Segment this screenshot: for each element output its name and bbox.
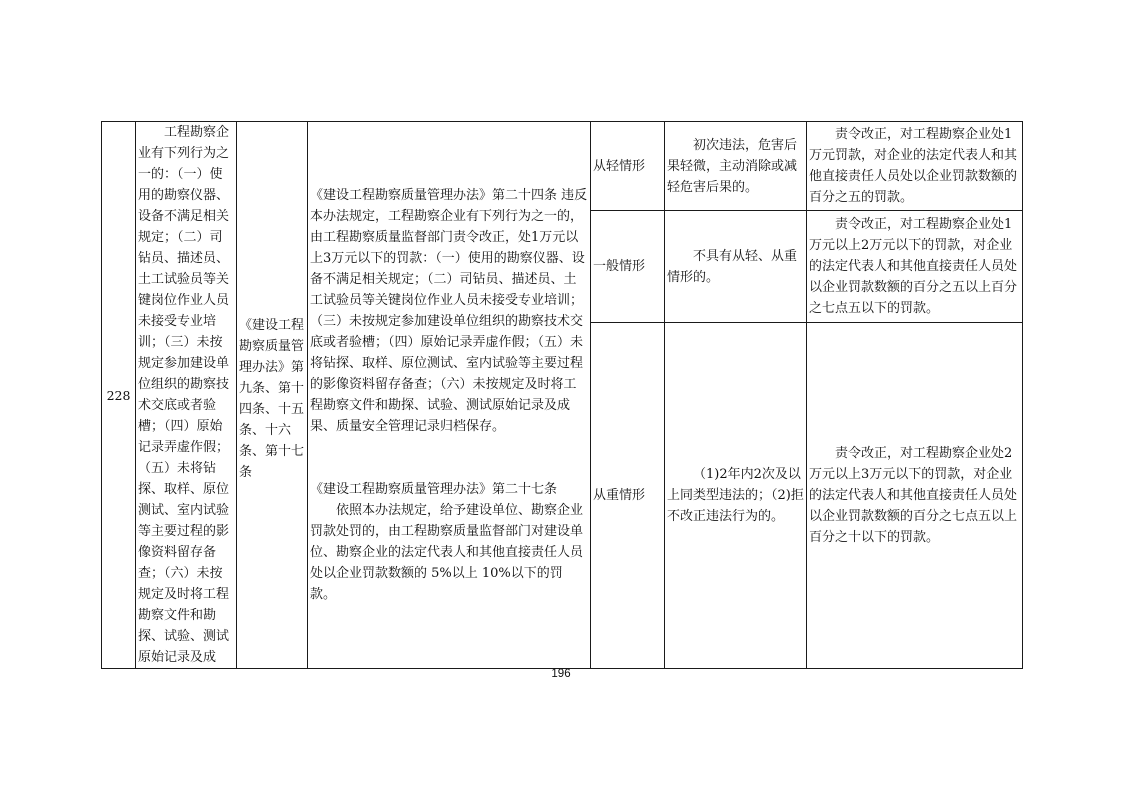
penalty-cell-heavy xyxy=(807,323,1023,669)
level-label: 一般情形 xyxy=(593,259,646,275)
level-label: 从重情形 xyxy=(593,488,646,504)
level-cell-general xyxy=(591,211,665,323)
provision-1-text: 《建设工程勘察质量管理办法》第二十四条 违反本办法规定，工程勘察企业有下列行为之一的，由工程勘察质量监督部门责令改正，处1万元以上3万元以下的罚款：（一）使用的勘察仪器、设备不满足相关规定；（二）司钻员、描述员、土工试验员等关键岗位作业人员未接受专业培训；（三）未按规定参加建设单位组织的勘察技术交底或者验槽；（四）原始记录弄虚作假；（五）未将钻探、取样、原位测试、室内试验等主要过程的影像资料留存备查；（六）未按规定及时将工程勘察文件和勘探、试验、测试原始记录及成果、质量安全管理记录归档保存。 xyxy=(310,188,588,434)
penalty-cell-general xyxy=(807,211,1023,323)
level-label: 从轻情形 xyxy=(593,158,646,174)
penalty-text: 责令改正，对工程勘察企业处1万元以上2万元以下的罚款，对企业的法定代表人和其他直接责任人员处以企业罚款数额的百分之五以上百分之七点五以下的罚款。 xyxy=(809,217,1018,317)
penalty-cell-light xyxy=(807,122,1023,211)
row-number-cell xyxy=(102,122,136,669)
legal-basis-text: 《建设工程勘察质量管理办法》第九条、第十四条、十五条、十六条、第十七条 xyxy=(239,318,305,480)
circumstance-text: 初次违法，危害后果轻微，主动消除或减轻危害后果的。 xyxy=(667,137,798,195)
level-cell-light xyxy=(591,122,665,211)
circumstance-cell-heavy xyxy=(665,323,807,669)
penalty-text: 责令改正，对工程勘察企业处2万元以上3万元以下的罚款，对企业的法定代表人和其他直接责任人员处以企业罚款数额的百分之七点五以上百分之十以下的罚款。 xyxy=(809,446,1018,546)
violation-cell xyxy=(136,122,237,669)
violation-text: 工程勘察企业有下列行为之一的：（一）使用的勘察仪器、设备不满足相关规定；（二）司钻员、描述员、土工试验员等关键岗位作业人员未接受专业培训；（三）未按规定参加建设单位组织的勘察技术交底或者验槽；（四）原始记录弄虚作假；（五）未将钻探、取样、原位测试、室内试验等主要过程的影像资料留存备查；（六）未按规定及时将工程勘察文件和勘探、试验、测试原始记录及成 xyxy=(138,125,230,665)
legal-basis-cell xyxy=(237,122,308,669)
circumstance-cell-light xyxy=(665,122,807,211)
provision-2-body: 依照本办法规定，给予建设单位、勘察企业罚款处罚的，由工程勘察质量监督部门对建设单位、勘察企业的法定代表人和其他直接责任人员处以企业罚款数额的 5%以上 10%以下的罚款。 xyxy=(310,503,584,602)
circumstance-text: （1)2年内2次及以上同类型违法的；（2)拒不改正违法行为的。 xyxy=(667,467,804,525)
penalty-table xyxy=(101,121,1023,669)
page-number: 196 xyxy=(551,668,571,680)
row-number: 228 xyxy=(106,387,131,403)
level-cell-heavy xyxy=(591,323,665,669)
circumstance-text: 不具有从轻、从重情形的。 xyxy=(667,248,798,285)
table-row xyxy=(102,122,1023,211)
penalty-provision-cell xyxy=(308,122,591,669)
circumstance-cell-general xyxy=(665,211,807,323)
penalty-text: 责令改正，对工程勘察企业处1万元罚款，对企业的法定代表人和其他直接责任人员处以企业罚款数额的百分之五的罚款。 xyxy=(809,127,1018,206)
provision-2-title: 《建设工程勘察质量管理办法》第二十七条 xyxy=(310,482,558,497)
